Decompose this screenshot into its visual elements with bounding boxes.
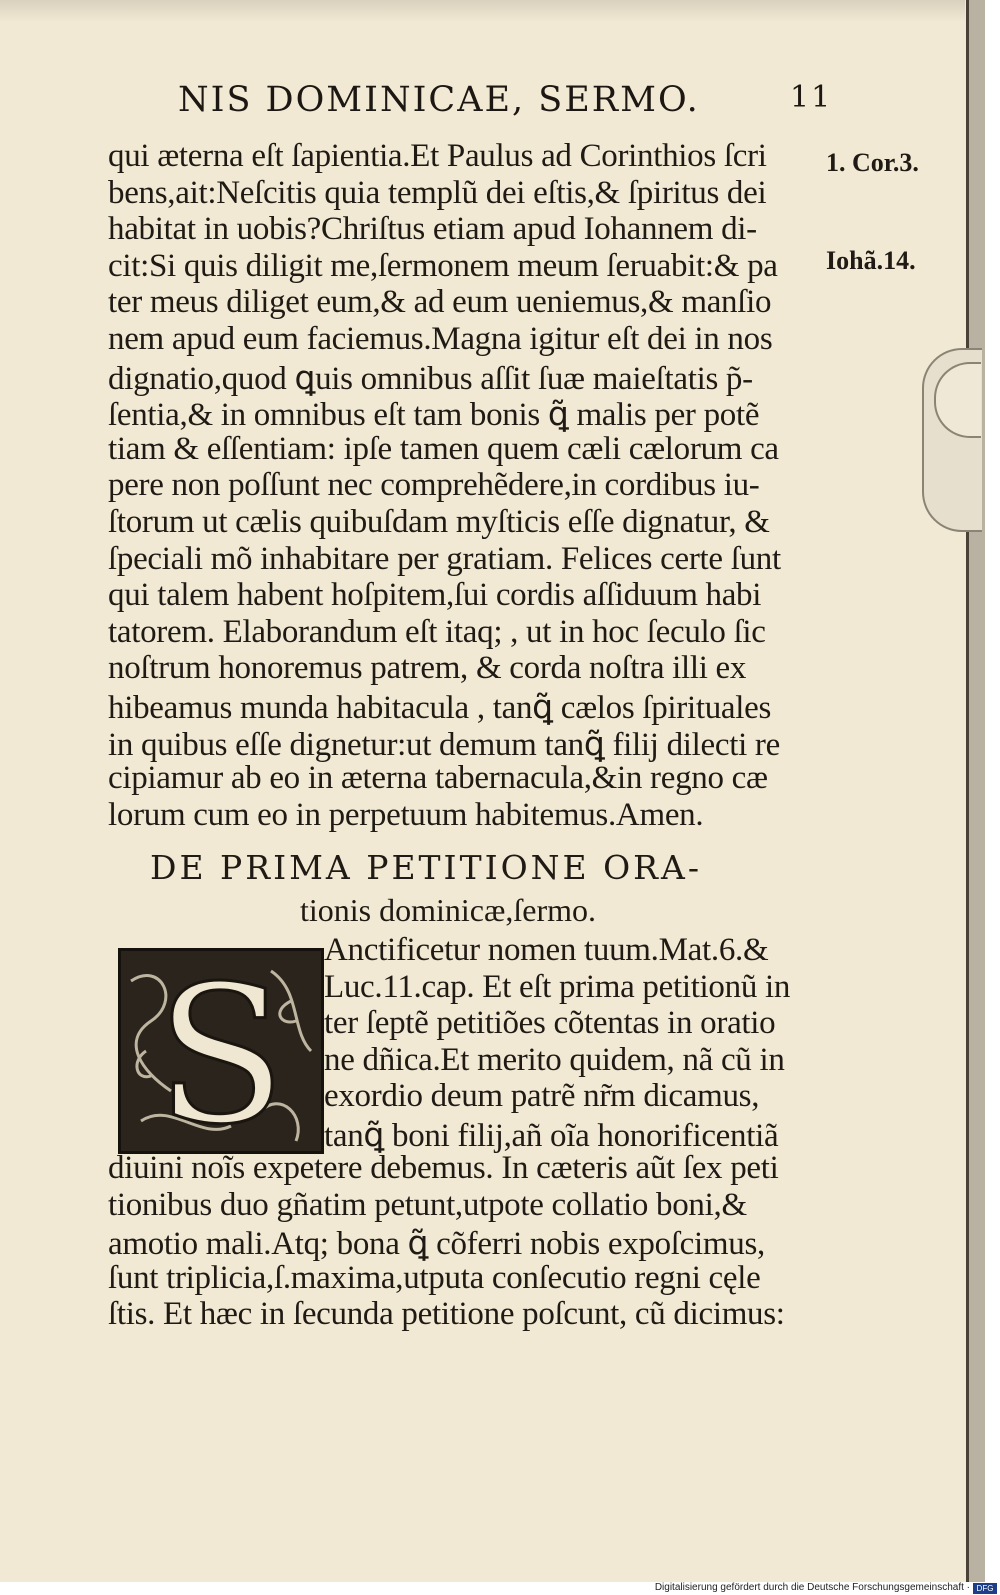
book-clip	[922, 348, 982, 532]
dfg-logo: DFG	[973, 1583, 997, 1594]
decorated-initial-art	[121, 951, 321, 1151]
text-line: habitat in uobis?Chriſtus etiam apud Iohannem di-	[108, 211, 757, 248]
margin-note-cor: 1. Cor.3.	[826, 148, 919, 177]
text-line: ſtorum ut cælis quibuſdam myſticis eſſe dignatur, &	[108, 504, 770, 540]
footer-credit: Digitalisierung gefördert durch die Deutsche Forschungsgemeinschaft ·	[654, 1582, 970, 1593]
text-line: ſtis. Et hæc in ſecunda petitione poſcunt, cũ dicimus:	[108, 1296, 785, 1333]
digitization-footer	[0, 1582, 1000, 1595]
text-line: dignatio,quod ꝗuis omnibus aſſit ſuæ maieſtatis p̃-	[108, 360, 753, 397]
text-line: qui talem habent hoſpitem,ſui cordis aſſiduum habi	[108, 577, 762, 614]
text-line: ne dñica.Et merito quidem, nã cũ in	[324, 1041, 785, 1078]
scan-dark-edge	[966, 0, 985, 1582]
text-line: lorum cum eo in perpetuum habitemus.Amen.	[108, 796, 704, 833]
text-line: in quibus eſſe dignetur:ut demum tanꝗ̃ filij dilecti re	[108, 726, 780, 763]
text-line: tionibus duo gñatim petunt,utpote collatio boni,&	[108, 1186, 747, 1223]
text-line: ſentia,& in omnibus eſt tam bonis ꝗ̃ malis per potẽ	[108, 397, 760, 434]
section-subtitle: tionis dominicæ,ſermo.	[300, 892, 596, 928]
running-head	[178, 80, 838, 136]
text-line: Luc.11.cap. Et eſt prima petitionũ in	[324, 968, 791, 1005]
text-line: Anctificetur nomen tuum.Mat.6.&	[324, 932, 769, 968]
text-line: ter ſeptẽ petitiões cõtentas in oratio	[324, 1005, 776, 1042]
initial-letter: S	[155, 951, 287, 1151]
text-line: diuini noĩs expetere debemus. In cæteris aũt ſex peti	[108, 1150, 779, 1186]
text-line: ſunt triplicia,ſ.maxima,utputa conſecutio regni cęle	[108, 1259, 761, 1296]
text-line: tiam & eſſentiam: ipſe tamen quem cæli cælorum ca	[108, 430, 779, 467]
text-line: pere non poſſunt nec comprehẽdere,in cordibus iu-	[108, 467, 760, 504]
running-head-text: NIS DOMINICAE, SERMO.	[178, 80, 700, 120]
page-top-edge	[0, 0, 965, 22]
text-line: nem apud eum faciemus.Magna igitur eſt dei in nos	[108, 321, 773, 357]
text-line: tatorem. Elaborandum eſt itaq; , ut in hoc ſeculo ſic	[108, 613, 766, 650]
margin-note-iohan: Iohã.14.	[826, 246, 916, 275]
decorated-initial	[118, 948, 324, 1154]
text-line: cit:Si quis diligit me,ſermonem meum ſeruabit:& pa	[108, 247, 778, 284]
text-line: amotio mali.Atq; bona ꝗ̃ cõferri nobis expoſcimus,	[108, 1226, 765, 1263]
text-line: exordio deum patrẽ nr̃m dicamus,	[324, 1078, 760, 1115]
text-line: hibeamus munda habitacula , tanꝗ̃ cælos ſpirituales	[108, 690, 772, 726]
text-line: ſpeciali mõ inhabitare per gratiam. Felices certe ſunt	[108, 540, 781, 577]
text-line: tanꝗ̃ boni filij,añ oĩa honorificentiã	[324, 1118, 779, 1154]
text-line: ter meus diliget eum,& ad eum ueniemus,& manſio	[108, 284, 772, 321]
text-line: noſtrum honoremus patrem, & corda noſtra illi ex	[108, 650, 747, 687]
text-line: bens,ait:Neſcitis quia templũ dei eſtis,& ſpiritus dei	[108, 174, 767, 211]
text-line: qui æterna eſt ſapientia.Et Paulus ad Corinthios ſcri	[108, 138, 767, 174]
text-line: cipiamur ab eo in æterna tabernacula,&in regno cæ	[108, 760, 768, 797]
section-title: DE PRIMA PETITIONE ORA-	[150, 848, 703, 887]
page-number: 11	[790, 80, 833, 115]
